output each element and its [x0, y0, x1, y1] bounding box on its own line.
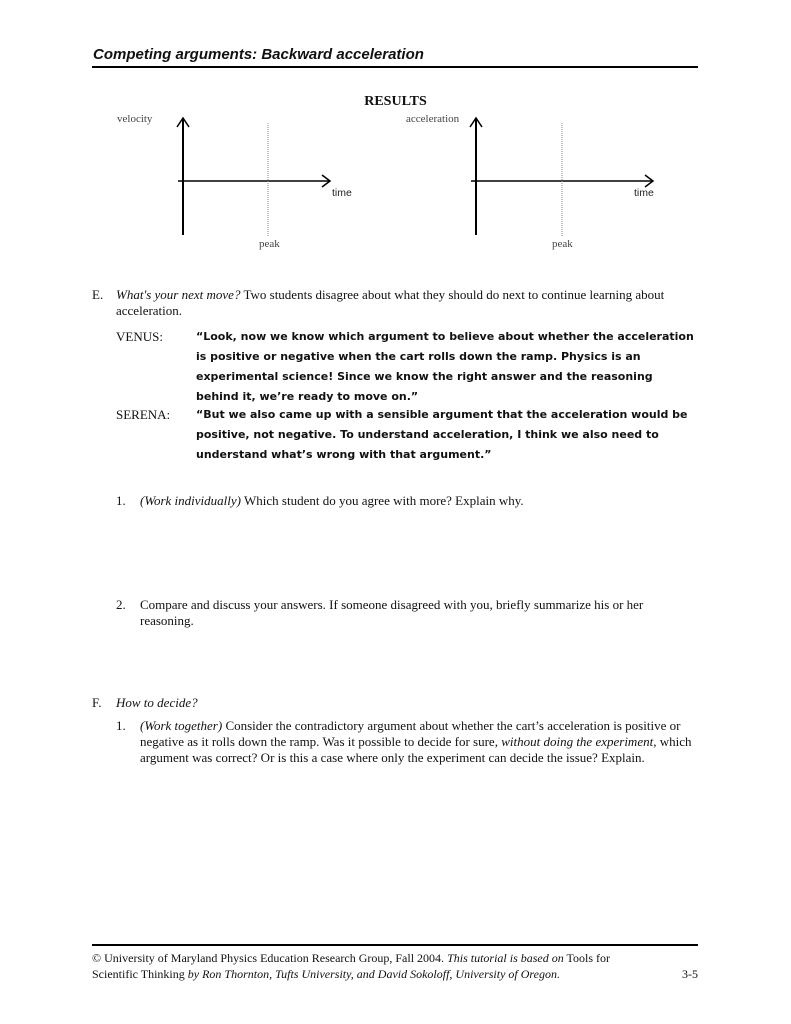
section-intro: Two students disagree about what they should do next to continue learning about acceleration.	[116, 287, 665, 318]
question-text: Which student do you agree with more? Explain why.	[240, 493, 524, 508]
question-e1	[116, 493, 698, 509]
question-lead: (Work together)	[140, 718, 223, 733]
speaker-quote: “But we also came up with a sensible argument that the acceleration would be positive, not negative. To understand acceleration, I think we also need to understand what’s wrong with that argument.”	[196, 408, 688, 461]
footer-copyright: © University of Maryland Physics Education Research Group, Fall 2004.	[92, 951, 448, 965]
speaker-label: VENUS:	[116, 329, 163, 344]
question-e2	[116, 597, 698, 629]
question-emphasis: without doing the experiment	[501, 734, 654, 749]
section-title: What's your next move?	[116, 287, 241, 302]
question-text: Consider the contradictory argument about whether the cart’s acceleration is positive or negative as it rolls down the ramp. Was it possible to decide for sure,	[140, 718, 681, 749]
speaker-label: SERENA:	[116, 407, 171, 422]
question-text: , which argument was correct? Or is this a case where only the experiment can decide the issue? Explain.	[140, 734, 692, 765]
peak-label: peak	[552, 238, 573, 250]
speaker-quote: “Look, now we know which argument to believe about whether the acceleration is positive or negative when the cart rolls down the ramp. Physics is an experimental science! Since we know the right answer and the reasoning behind it, we’re ready to move on.”	[196, 330, 694, 403]
question-lead: (Work individually)	[140, 493, 241, 508]
page-number: 3-5	[682, 967, 698, 981]
question-number: 1.	[116, 718, 126, 733]
serena-statement	[116, 405, 698, 465]
velocity-graph-axes	[170, 115, 360, 240]
footer-credit: This tutorial is based on	[447, 951, 564, 965]
question-number: 2.	[116, 597, 126, 612]
section-letter: E.	[92, 287, 104, 302]
acceleration-axis-label: acceleration	[406, 113, 460, 125]
footer-rule	[92, 944, 698, 946]
page-header-title: Competing arguments: Backward acceleration	[93, 46, 424, 63]
footer	[92, 950, 698, 982]
section-letter: F.	[92, 695, 102, 710]
footer-authors: by Ron Thornton, Tufts University, and David Sokoloff, University of Oregon.	[187, 967, 560, 981]
peak-label: peak	[259, 238, 280, 250]
velocity-axis-label: velocity	[117, 113, 153, 125]
section-f	[92, 695, 698, 711]
venus-statement	[116, 327, 698, 407]
question-f1	[116, 718, 698, 766]
time-axis-label: time	[634, 187, 654, 199]
results-title: RESULTS	[364, 94, 427, 109]
time-axis-label: time	[332, 187, 352, 199]
section-title: How to decide?	[116, 695, 198, 710]
question-number: 1.	[116, 493, 126, 508]
question-text: Compare and discuss your answers. If someone disagreed with you, briefly summarize his or her reasoning.	[140, 597, 644, 628]
section-e	[92, 287, 698, 319]
footer-source: Tools for Scientific Thinking	[92, 951, 611, 981]
header-rule	[92, 66, 698, 68]
acceleration-graph-axes	[465, 115, 665, 240]
